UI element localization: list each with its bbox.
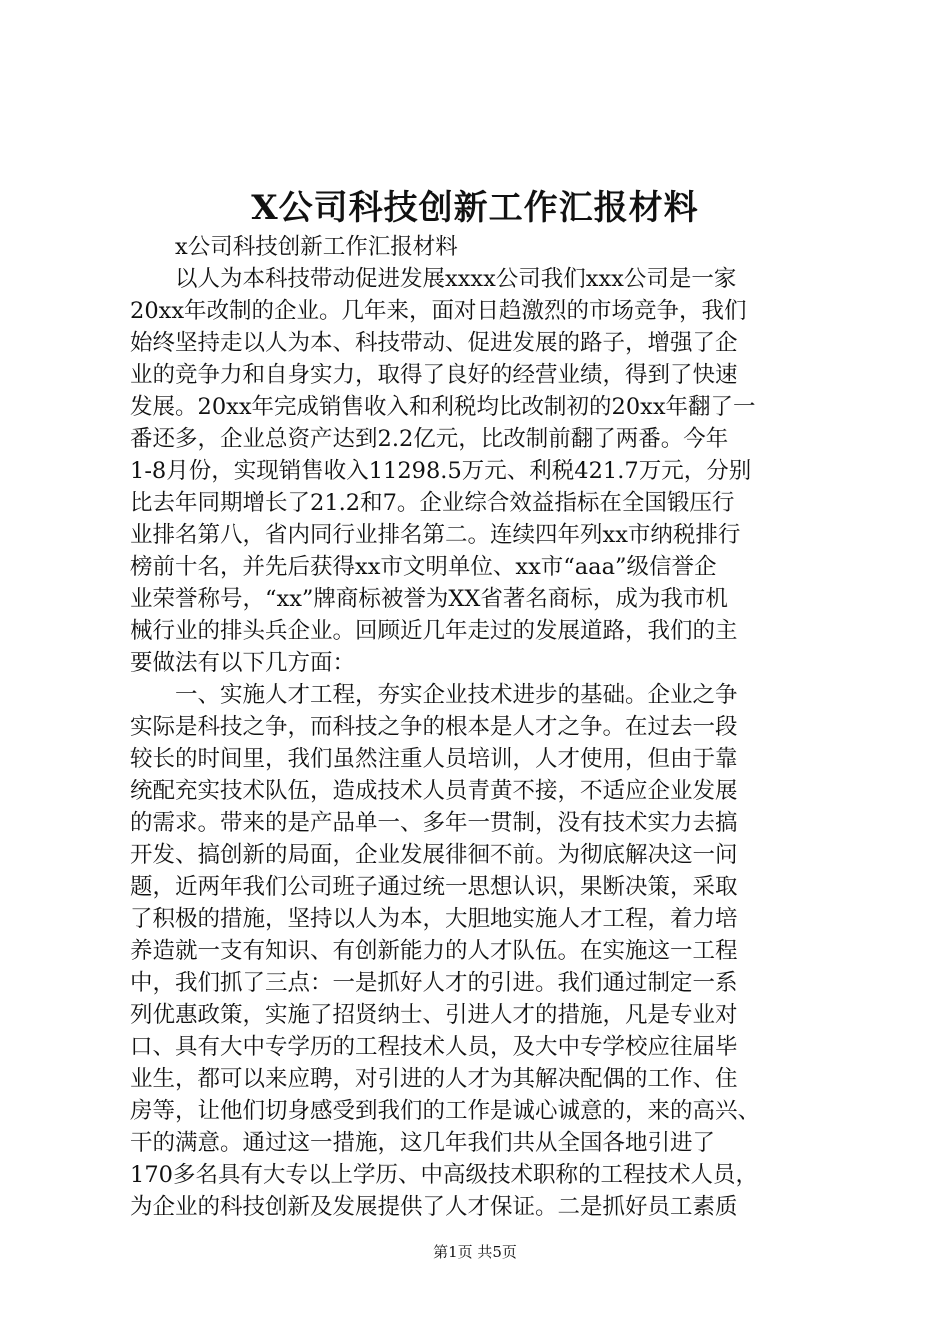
text-line: 始终坚持走以人为本、科技带动、促进发展的路子，增强了企	[130, 330, 738, 356]
text-line: 的需求。带来的是产品单一、多年一贯制，没有技术实力去搞	[130, 810, 738, 836]
text-line: 1-8月份，实现销售收入11298.5万元、利税421.7万元，分别	[130, 458, 752, 484]
text-line: 较长的时间里，我们虽然注重人员培训，人才使用，但由于靠	[130, 746, 738, 772]
text-line: 榜前十名，并先后获得xx市文明单位、xx市“aaa”级信誉企	[130, 554, 717, 580]
text-line: 干的满意。通过这一措施，这几年我们共从全国各地引进了	[130, 1130, 716, 1156]
text-line: 中，我们抓了三点：一是抓好人才的引进。我们通过制定一系	[130, 970, 738, 996]
text-line: 业生，都可以来应聘，对引进的人才为其解决配偶的工作、住	[130, 1066, 738, 1092]
text-line: 械行业的排头兵企业。回顾近几年走过的发展道路，我们的主	[130, 618, 738, 644]
page-footer: 第1页 共5页	[433, 1243, 517, 1261]
text-line: 20xx年改制的企业。几年来，面对日趋激烈的市场竞争，我们	[130, 298, 747, 324]
text-line: 以人为本科技带动促进发展xxxx公司我们xxx公司是一家	[175, 266, 737, 292]
text-line: 业荣誉称号，“xx”牌商标被誉为XX省著名商标，成为我市机	[130, 586, 728, 612]
text-line: 口、具有大中专学历的工程技术人员，及大中专学校应往届毕	[130, 1034, 738, 1060]
text-line: 养造就一支有知识、有创新能力的人才队伍。在实施这一工程	[130, 938, 738, 964]
text-line: 170多名具有大专以上学历、中高级技术职称的工程技术人员，	[130, 1162, 758, 1188]
text-line: 一、实施人才工程，夯实企业技术进步的基础。企业之争	[175, 682, 738, 708]
text-line: 列优惠政策，实施了招贤纳士、引进人才的措施，凡是专业对	[130, 1002, 738, 1028]
text-line: 实际是科技之争，而科技之争的根本是人才之争。在过去一段	[130, 714, 738, 740]
text-line: 房等，让他们切身感受到我们的工作是诚心诚意的，来的高兴、	[130, 1098, 761, 1124]
document-body	[130, 231, 830, 1223]
text-line: x公司科技创新工作汇报材料	[175, 234, 458, 260]
text-line: 比去年同期增长了21.2和7。企业综合效益指标在全国锻压行	[130, 490, 735, 516]
text-line: 业的竞争力和自身实力，取得了良好的经营业绩，得到了快速	[130, 362, 738, 388]
text-line: 题，近两年我们公司班子通过统一思想认识，果断决策，采取	[130, 874, 738, 900]
text-line: 要做法有以下几方面：	[130, 650, 356, 676]
page-title: X公司科技创新工作汇报材料	[251, 188, 699, 228]
text-line: 发展。20xx年完成销售收入和利税均比改制初的20xx年翻了一	[130, 394, 756, 420]
text-line: 业排名第八，省内同行业排名第二。连续四年列xx市纳税排行	[130, 522, 741, 548]
text-line: 番还多，企业总资产达到2.2亿元，比改制前翻了两番。今年	[130, 426, 729, 452]
text-line: 开发、搞创新的局面，企业发展徘徊不前。为彻底解决这一问	[130, 842, 738, 868]
text-line: 为企业的科技创新及发展提供了人才保证。二是抓好员工素质	[130, 1194, 738, 1220]
text-line: 统配充实技术队伍，造成技术人员青黄不接，不适应企业发展	[130, 778, 738, 804]
text-line: 了积极的措施，坚持以人为本，大胆地实施人才工程，着力培	[130, 906, 738, 932]
